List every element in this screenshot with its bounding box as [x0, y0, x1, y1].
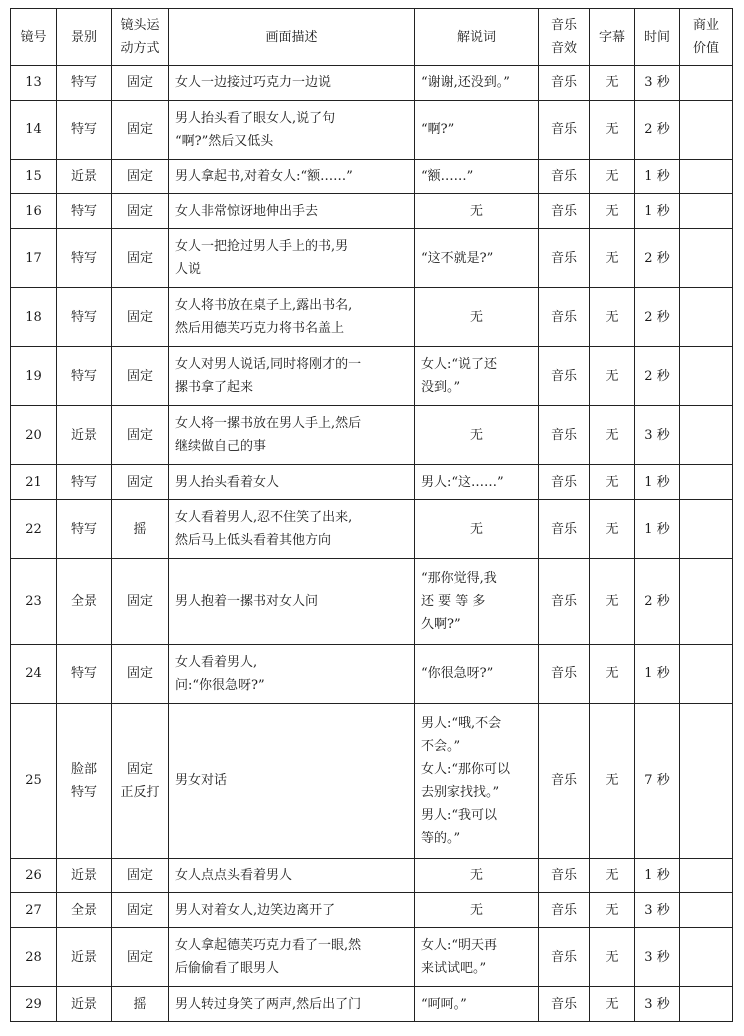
cell-camera-movement: 固定: [112, 159, 169, 194]
table-row: [11, 858, 733, 893]
cell-camera-movement: 固定: [112, 100, 169, 159]
cell-shot-size: 全景: [57, 893, 112, 928]
cell-shot-number: 24: [11, 644, 57, 703]
cell-description: 女人非常惊讶地伸出手去: [169, 194, 415, 229]
cell-description: 男人抬头看着女人: [169, 465, 415, 500]
cell-commercial-value: [680, 288, 733, 347]
table-row: [11, 987, 733, 1022]
cell-narration: 无: [415, 858, 539, 893]
cell-shot-size: 特写: [57, 347, 112, 406]
cell-music: 音乐: [539, 159, 590, 194]
cell-shot-size: 特写: [57, 500, 112, 559]
cell-subtitle: 无: [590, 66, 635, 101]
cell-shot-size: 全景: [57, 559, 112, 645]
cell-description: 男人抱着一摞书对女人问: [169, 559, 415, 645]
cell-commercial-value: [680, 644, 733, 703]
cell-description: 男人抬头看了眼女人,说了句 “啊?”然后又低头: [169, 100, 415, 159]
cell-shot-number: 15: [11, 159, 57, 194]
cell-subtitle: 无: [590, 100, 635, 159]
cell-time: 1 秒: [635, 644, 680, 703]
cell-subtitle: 无: [590, 347, 635, 406]
cell-shot-size: 特写: [57, 66, 112, 101]
cell-camera-movement: 固定: [112, 858, 169, 893]
cell-shot-number: 26: [11, 858, 57, 893]
cell-shot-size: 近景: [57, 858, 112, 893]
cell-narration: 无: [415, 893, 539, 928]
cell-time: 1 秒: [635, 159, 680, 194]
cell-description: 女人将一摞书放在男人手上,然后 继续做自己的事: [169, 406, 415, 465]
cell-narration: “你很急呀?”: [415, 644, 539, 703]
cell-commercial-value: [680, 194, 733, 229]
cell-camera-movement: 固定 正反打: [112, 703, 169, 858]
table-row: [11, 194, 733, 229]
cell-music: 音乐: [539, 928, 590, 987]
table-row: [11, 347, 733, 406]
cell-music: 音乐: [539, 987, 590, 1022]
cell-shot-number: 13: [11, 66, 57, 101]
cell-commercial-value: [680, 893, 733, 928]
cell-time: 3 秒: [635, 893, 680, 928]
cell-time: 2 秒: [635, 100, 680, 159]
header-description: 画面描述: [169, 9, 415, 66]
table-row: [11, 406, 733, 465]
cell-narration: 女人:“说了还 没到。”: [415, 347, 539, 406]
storyboard-page: [10, 8, 732, 1022]
cell-music: 音乐: [539, 406, 590, 465]
cell-subtitle: 无: [590, 288, 635, 347]
cell-shot-number: 23: [11, 559, 57, 645]
cell-commercial-value: [680, 66, 733, 101]
cell-music: 音乐: [539, 229, 590, 288]
cell-narration: “呵呵。”: [415, 987, 539, 1022]
cell-shot-number: 21: [11, 465, 57, 500]
cell-commercial-value: [680, 347, 733, 406]
table-row: [11, 893, 733, 928]
cell-description: 女人一边接过巧克力一边说: [169, 66, 415, 101]
cell-music: 音乐: [539, 644, 590, 703]
cell-camera-movement: 固定: [112, 928, 169, 987]
table-row: [11, 229, 733, 288]
cell-shot-size: 特写: [57, 288, 112, 347]
cell-camera-movement: 固定: [112, 288, 169, 347]
cell-description: 男女对话: [169, 703, 415, 858]
cell-music: 音乐: [539, 703, 590, 858]
header-narration: 解说词: [415, 9, 539, 66]
cell-commercial-value: [680, 703, 733, 858]
cell-camera-movement: 固定: [112, 406, 169, 465]
cell-time: 3 秒: [635, 406, 680, 465]
cell-narration: 无: [415, 194, 539, 229]
cell-time: 2 秒: [635, 559, 680, 645]
cell-description: 男人对着女人,边笑边离开了: [169, 893, 415, 928]
cell-description: 女人点点头看着男人: [169, 858, 415, 893]
cell-camera-movement: 固定: [112, 559, 169, 645]
table-row: [11, 500, 733, 559]
cell-subtitle: 无: [590, 500, 635, 559]
cell-music: 音乐: [539, 465, 590, 500]
cell-narration: 无: [415, 406, 539, 465]
header-shot-number: 镜号: [11, 9, 57, 66]
table-row: [11, 465, 733, 500]
cell-camera-movement: 固定: [112, 194, 169, 229]
cell-commercial-value: [680, 987, 733, 1022]
cell-commercial-value: [680, 465, 733, 500]
cell-shot-size: 近景: [57, 159, 112, 194]
cell-commercial-value: [680, 928, 733, 987]
cell-shot-size: 近景: [57, 928, 112, 987]
cell-camera-movement: 固定: [112, 229, 169, 288]
cell-camera-movement: 摇: [112, 987, 169, 1022]
cell-subtitle: 无: [590, 406, 635, 465]
cell-music: 音乐: [539, 100, 590, 159]
header-camera-movement: 镜头运 动方式: [112, 9, 169, 66]
table-row: [11, 644, 733, 703]
cell-shot-size: 近景: [57, 406, 112, 465]
cell-description: 男人拿起书,对着女人:“额……”: [169, 159, 415, 194]
cell-music: 音乐: [539, 66, 590, 101]
cell-subtitle: 无: [590, 858, 635, 893]
cell-time: 1 秒: [635, 500, 680, 559]
cell-narration: 男人:“哦,不会 不会。” 女人:“那你可以 去别家找找。” 男人:“我可以 等的。”: [415, 703, 539, 858]
cell-subtitle: 无: [590, 159, 635, 194]
cell-subtitle: 无: [590, 229, 635, 288]
cell-music: 音乐: [539, 288, 590, 347]
table-row: [11, 928, 733, 987]
header-subtitle: 字幕: [590, 9, 635, 66]
cell-description: 女人看着男人,忍不住笑了出来, 然后马上低头看着其他方向: [169, 500, 415, 559]
table-row: [11, 703, 733, 858]
cell-shot-size: 特写: [57, 229, 112, 288]
cell-camera-movement: 固定: [112, 465, 169, 500]
cell-camera-movement: 固定: [112, 66, 169, 101]
cell-subtitle: 无: [590, 703, 635, 858]
cell-subtitle: 无: [590, 987, 635, 1022]
cell-commercial-value: [680, 406, 733, 465]
table-row: [11, 559, 733, 645]
cell-shot-number: 18: [11, 288, 57, 347]
cell-shot-number: 29: [11, 987, 57, 1022]
cell-subtitle: 无: [590, 465, 635, 500]
cell-music: 音乐: [539, 347, 590, 406]
cell-commercial-value: [680, 500, 733, 559]
cell-narration: 女人:“明天再 来试试吧。”: [415, 928, 539, 987]
cell-music: 音乐: [539, 194, 590, 229]
cell-time: 2 秒: [635, 288, 680, 347]
cell-subtitle: 无: [590, 928, 635, 987]
cell-narration: 无: [415, 500, 539, 559]
cell-shot-size: 特写: [57, 644, 112, 703]
cell-time: 7 秒: [635, 703, 680, 858]
cell-shot-number: 17: [11, 229, 57, 288]
header-row: [11, 9, 733, 66]
cell-shot-number: 20: [11, 406, 57, 465]
cell-subtitle: 无: [590, 644, 635, 703]
cell-commercial-value: [680, 559, 733, 645]
cell-music: 音乐: [539, 559, 590, 645]
header-time: 时间: [635, 9, 680, 66]
table-row: [11, 159, 733, 194]
cell-shot-size: 脸部 特写: [57, 703, 112, 858]
header-music: 音乐 音效: [539, 9, 590, 66]
cell-music: 音乐: [539, 893, 590, 928]
cell-narration: “那你觉得,我 还 要 等 多 久啊?”: [415, 559, 539, 645]
cell-commercial-value: [680, 100, 733, 159]
cell-shot-number: 22: [11, 500, 57, 559]
cell-time: 1 秒: [635, 194, 680, 229]
cell-subtitle: 无: [590, 893, 635, 928]
cell-commercial-value: [680, 229, 733, 288]
cell-description: 女人看着男人, 问:“你很急呀?”: [169, 644, 415, 703]
cell-time: 1 秒: [635, 465, 680, 500]
cell-commercial-value: [680, 159, 733, 194]
cell-narration: 无: [415, 288, 539, 347]
cell-shot-number: 19: [11, 347, 57, 406]
table-row: [11, 66, 733, 101]
cell-camera-movement: 摇: [112, 500, 169, 559]
cell-description: 女人拿起德芙巧克力看了一眼,然 后偷偷看了眼男人: [169, 928, 415, 987]
cell-narration: “额……”: [415, 159, 539, 194]
cell-camera-movement: 固定: [112, 644, 169, 703]
cell-camera-movement: 固定: [112, 347, 169, 406]
cell-shot-size: 特写: [57, 465, 112, 500]
cell-time: 3 秒: [635, 987, 680, 1022]
cell-music: 音乐: [539, 858, 590, 893]
cell-shot-size: 近景: [57, 987, 112, 1022]
cell-music: 音乐: [539, 500, 590, 559]
cell-shot-number: 25: [11, 703, 57, 858]
cell-time: 3 秒: [635, 928, 680, 987]
cell-description: 女人将书放在桌子上,露出书名, 然后用德芙巧克力将书名盖上: [169, 288, 415, 347]
cell-narration: “啊?”: [415, 100, 539, 159]
cell-narration: “谢谢,还没到。”: [415, 66, 539, 101]
cell-subtitle: 无: [590, 559, 635, 645]
cell-shot-number: 16: [11, 194, 57, 229]
cell-shot-size: 特写: [57, 194, 112, 229]
storyboard-table: [10, 8, 733, 1022]
cell-description: 女人一把抢过男人手上的书,男 人说: [169, 229, 415, 288]
cell-time: 2 秒: [635, 347, 680, 406]
cell-shot-number: 14: [11, 100, 57, 159]
cell-shot-number: 28: [11, 928, 57, 987]
cell-narration: 男人:“这……”: [415, 465, 539, 500]
cell-time: 1 秒: [635, 858, 680, 893]
cell-camera-movement: 固定: [112, 893, 169, 928]
cell-time: 2 秒: [635, 229, 680, 288]
table-row: [11, 100, 733, 159]
cell-shot-size: 特写: [57, 100, 112, 159]
cell-description: 女人对男人说话,同时将刚才的一 摞书拿了起来: [169, 347, 415, 406]
cell-time: 3 秒: [635, 66, 680, 101]
header-shot-size: 景别: [57, 9, 112, 66]
cell-description: 男人转过身笑了两声,然后出了门: [169, 987, 415, 1022]
cell-narration: “这不就是?”: [415, 229, 539, 288]
cell-subtitle: 无: [590, 194, 635, 229]
table-row: [11, 288, 733, 347]
cell-shot-number: 27: [11, 893, 57, 928]
cell-commercial-value: [680, 858, 733, 893]
header-commercial-value: 商业 价值: [680, 9, 733, 66]
